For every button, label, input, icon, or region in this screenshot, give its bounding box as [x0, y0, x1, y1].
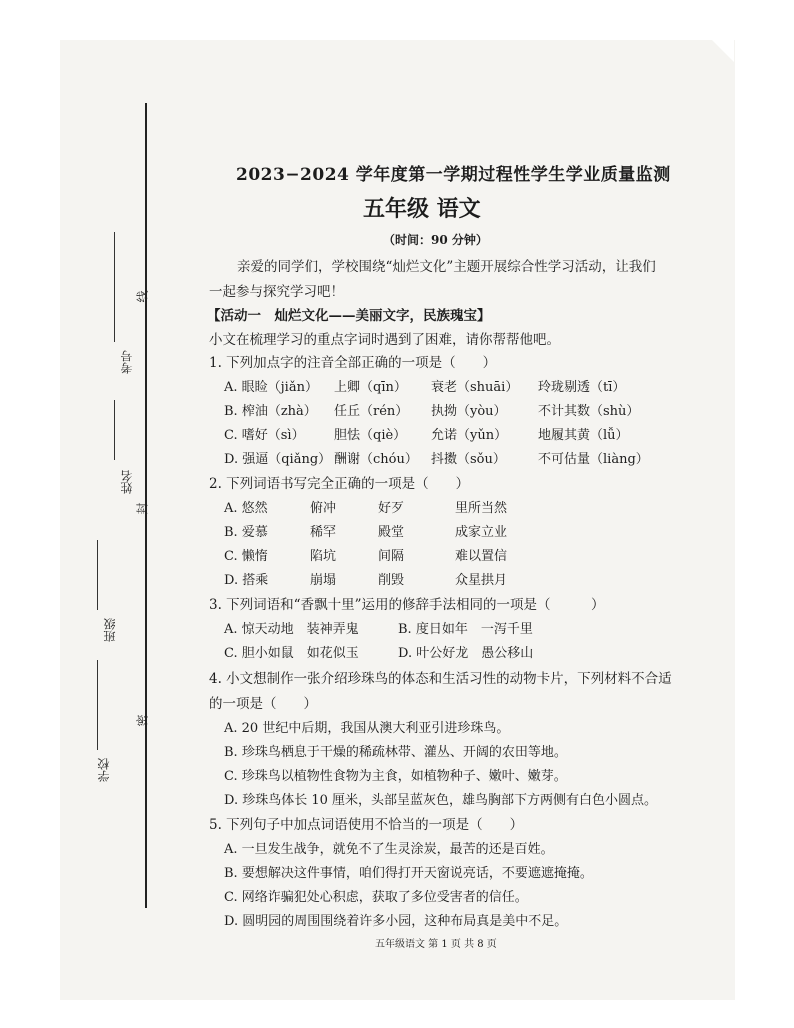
- q5-option-b[interactable]: B. 要想解决这件事情，咱们得打开天窗说亮话，不要遮遮掩掩。: [224, 866, 593, 881]
- q2-b-4: 成家立业: [455, 525, 508, 540]
- q4-option-d[interactable]: D. 珍珠鸟体长 10 厘米，头部呈蓝灰色，雄鸟胸部下方两侧有白色小圆点。: [224, 793, 658, 808]
- q2-stem: 2. 下列词语书写完全正确的一项是（ ）: [209, 476, 470, 492]
- q1-d-3: 抖擞（sǒu）: [431, 452, 506, 467]
- exam-time: （时间：90 分钟）: [383, 233, 488, 247]
- q1-a-4: 玲珑剔透（tī）: [538, 380, 626, 395]
- q2-c-2: 陷坑: [310, 549, 337, 564]
- label-banji: 班级: [103, 618, 117, 642]
- q2-c-3: 间隔: [378, 549, 405, 564]
- q1-b-2: 任丘（rén）: [334, 404, 409, 419]
- q2-b-2: 稀罕: [310, 525, 337, 540]
- q2-a-3: 好歹: [378, 501, 405, 516]
- q4-option-c[interactable]: C. 珍珠鸟以植物性食物为主食，如植物种子、嫩叶、嫩芽。: [224, 769, 567, 784]
- intro-line-1: 亲爱的同学们，学校围绕“灿烂文化”主题开展综合性学习活动，让我们: [237, 259, 656, 275]
- blank-xuexiao[interactable]: [97, 660, 98, 750]
- q2-c-4: 难以置信: [455, 549, 508, 564]
- q2-d-2: 崩塌: [310, 573, 337, 588]
- exam-title: 2023−2024 学年度第一学期过程性学生学业质量监测: [236, 165, 671, 185]
- q1-d-4: 不可估量（liàng）: [538, 452, 649, 467]
- blank-xingming[interactable]: [114, 400, 115, 460]
- folded-corner: [712, 40, 734, 62]
- q5-option-d[interactable]: D. 圆明园的周围围绕着许多小园，这种布局真是美中不足。: [224, 914, 568, 929]
- q1-a-1[interactable]: A. 眼睑（jiǎn）: [224, 380, 318, 395]
- blank-banji[interactable]: [97, 540, 98, 610]
- label-xuexiao: 学校: [97, 758, 111, 782]
- q1-b-1[interactable]: B. 榨油（zhà）: [224, 404, 317, 419]
- q3-option-c[interactable]: C. 胆小如鼠 如花似玉: [224, 646, 359, 661]
- q2-d-1[interactable]: D. 搭乘: [224, 573, 269, 588]
- q2-b-1[interactable]: B. 爱慕: [224, 525, 268, 540]
- page-footer: 五年级语文 第 1 页 共 8 页: [375, 939, 497, 950]
- q1-stem: 1. 下列加点字的注音全部正确的一项是（ ）: [209, 355, 497, 371]
- q3-stem: 3. 下列词语和“香飘十里”运用的修辞手法相同的一项是（ ）: [209, 597, 605, 613]
- intro-line-2: 一起参与探究学习吧！: [209, 284, 344, 300]
- q2-a-2: 俯冲: [310, 501, 337, 516]
- q3-option-a[interactable]: A. 惊天动地 装神弄鬼: [224, 622, 359, 637]
- q4-stem-line-1: 4. 小文想制作一张介绍珍珠鸟的体态和生活习性的动物卡片，下列材料不合适: [209, 671, 672, 687]
- q2-c-1[interactable]: C. 懒惰: [224, 549, 268, 564]
- q4-option-a[interactable]: A. 20 世纪中后期，我国从澳大利亚引进珍珠鸟。: [224, 721, 510, 736]
- q1-b-4: 不计其数（shù）: [538, 404, 640, 419]
- activity-desc: 小文在梳理学习的重点字词时遇到了困难，请你帮帮他吧。: [209, 332, 560, 348]
- q1-c-4: 地履其黄（lǚ）: [538, 428, 629, 443]
- q2-a-1[interactable]: A. 悠然: [224, 501, 268, 516]
- blank-kaohao[interactable]: [114, 232, 115, 342]
- q4-stem-line-2: 的一项是（ ）: [209, 696, 317, 712]
- q1-c-1[interactable]: C. 嗜好（sì）: [224, 428, 305, 443]
- seal-char-feng: 封: [135, 502, 150, 515]
- q2-a-4: 里所当然: [455, 501, 508, 516]
- seal-char-mi: 密: [135, 714, 150, 727]
- q2-d-3: 削毁: [378, 573, 405, 588]
- q1-c-2: 胆怯（qiè）: [334, 428, 407, 443]
- seal-char-xian: 线: [135, 290, 150, 303]
- q3-option-b[interactable]: B. 度日如年 一泻千里: [398, 622, 533, 637]
- activity-heading: 【活动一 灿烂文化——美丽文字，民族瑰宝】: [207, 308, 491, 324]
- exam-subtitle: 五年级 语文: [363, 196, 481, 222]
- q1-a-2: 上卿（qīn）: [334, 380, 407, 395]
- q2-d-4: 众星拱月: [455, 573, 508, 588]
- q1-d-2: 酬谢（chóu）: [334, 452, 418, 467]
- label-xingming: 姓名: [120, 470, 134, 494]
- q3-option-d[interactable]: D. 叶公好龙 愚公移山: [398, 646, 534, 661]
- q5-option-c[interactable]: C. 网络诈骗犯处心积虑，获取了多位受害者的信任。: [224, 890, 528, 905]
- q1-c-3: 允诺（yǔn）: [431, 428, 508, 443]
- label-kaohao: 考号: [120, 350, 134, 374]
- q1-b-3: 执拗（yòu）: [431, 404, 507, 419]
- q5-stem: 5. 下列句子中加点词语使用不恰当的一项是（ ）: [209, 817, 524, 833]
- q2-b-3: 殿堂: [378, 525, 405, 540]
- q1-a-3: 衰老（shuāi）: [431, 380, 519, 395]
- q1-d-1[interactable]: D. 强逼（qiǎng）: [224, 452, 332, 467]
- q4-option-b[interactable]: B. 珍珠鸟栖息于干燥的稀疏林带、灌丛、开阔的农田等地。: [224, 745, 567, 760]
- q5-option-a[interactable]: A. 一旦发生战争，就免不了生灵涂炭，最苦的还是百姓。: [224, 842, 554, 857]
